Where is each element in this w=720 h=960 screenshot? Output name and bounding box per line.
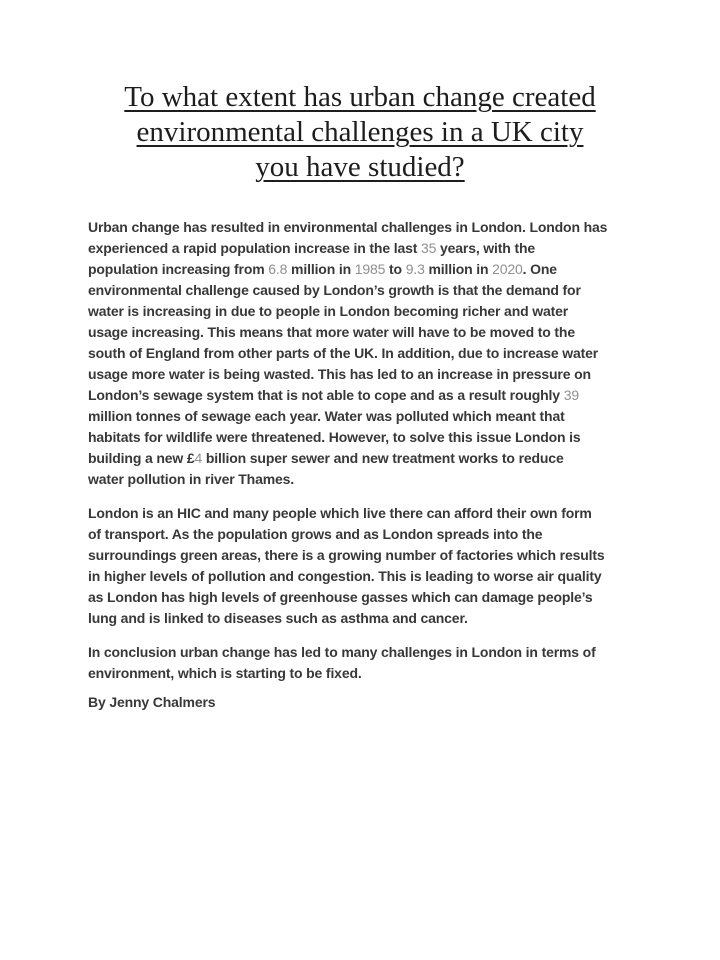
- essay-body: [88, 217, 632, 713]
- essay-byline: By Jenny Chalmers: [88, 694, 216, 710]
- essay-paragraph-air: London is an HIC and many people which live there can afford their own form of transport. As the population grows and as London spreads into the surroundings green areas, there is a growing number of factories which results in higher levels of pollution and congestion. This is leading to worse air quality as London has high levels of greenhouse gasses which can damage people’s lung and is linked to diseases such as asthma and cancer.: [88, 505, 605, 626]
- essay-paragraph-water: Urban change has resulted in environmental challenges in London. London has experienced a rapid population increase in the last 35 years, with the population increasing from 6.8 million in 1985 to 9.3 million in 2020. One environmental challenge caused by London’s growth is that the demand for water is increasing in due to people in London becoming richer and water usage increasing. This means that more water will have to be moved to the south of England from other parts of the UK. In addition, due to increase water usage more water is being wasted. This has led to an increase in pressure on London’s sewage system that is not able to cope and as a result roughly 39 million tonnes of sewage each year. Water was polluted which meant that habitats for wildlife were threatened. However, to solve this issue London is building a new £4 billion super sewer and new treatment works to reduce water pollution in river Thames.: [88, 219, 608, 487]
- essay-title: To what extent has urban change created environmental challenges in a UK city you have studied?: [124, 81, 596, 183]
- essay-paragraph-conclusion: In conclusion urban change has led to many challenges in London in terms of environment, which is starting to be fixed.: [88, 644, 596, 681]
